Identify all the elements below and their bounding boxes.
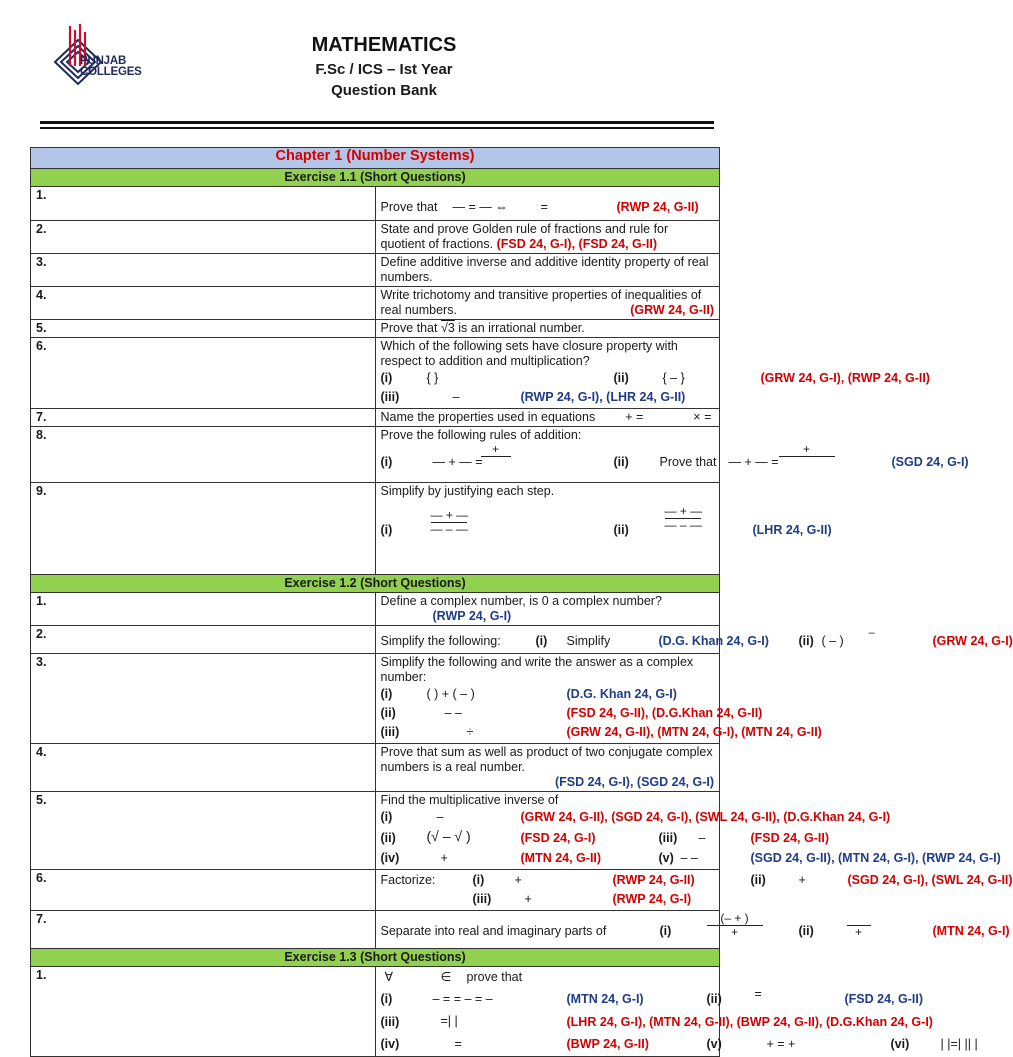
ii-exp: – [868, 627, 875, 639]
intro-b: ∈ [440, 970, 452, 984]
vi: (vi) [890, 1037, 910, 1051]
tag: (GRW 24, G-II) [630, 303, 714, 317]
num: 2. [31, 626, 376, 654]
text: Which of the following sets have closure property with respect to addition and multiplication? [380, 339, 678, 368]
exercise-heading: Exercise 1.1 (Short Questions) [31, 169, 720, 187]
math: — = — ⇔ [452, 200, 508, 214]
text: Name the properties used in equations [380, 410, 596, 424]
sqrt: √3 [440, 321, 455, 335]
m2: × = [693, 410, 712, 424]
ii: (ii) [798, 634, 814, 648]
text: Simplify by justifying each step. [380, 484, 555, 498]
exercise-heading: Exercise 1.2 (Short Questions) [31, 575, 720, 593]
question-row [31, 287, 720, 320]
iii-tag: (LHR 24, G-I), (MTN 24, G-II), (BWP 24, G-II), (D.G.Khan 24, G-I) [566, 1015, 933, 1029]
page-subtitle-2: Question Bank [331, 82, 437, 99]
logo-wordmark [80, 56, 142, 78]
chapter-heading: Chapter 1 (Number Systems) [31, 148, 720, 169]
i-text: Simplify [566, 634, 611, 648]
num: 9. [31, 483, 376, 575]
iv: (iv) [380, 851, 400, 865]
i-top: — + — [430, 508, 469, 522]
page-title: MATHEMATICS [311, 34, 457, 56]
question-row [31, 626, 720, 654]
num: 1. [31, 187, 376, 221]
num: 8. [31, 427, 376, 483]
i-top: + [491, 442, 499, 456]
iii: (iii) [658, 831, 678, 845]
math2: = [540, 200, 548, 214]
ii: (ii) [613, 523, 629, 537]
text: Simplify the following: [380, 634, 501, 648]
page-header [0, 0, 768, 130]
tag1: (D.G. Khan 24, G-I) [658, 634, 769, 648]
question-row [31, 870, 720, 911]
num: 3. [31, 654, 376, 744]
page-subtitle: F.Sc / ICS – Ist Year [315, 61, 453, 78]
i-tag: (GRW 24, G-II), (SGD 24, G-I), (SWL 24, G-II), (D.G.Khan 24, G-I) [520, 810, 891, 824]
ii-bot: + [854, 925, 862, 939]
i-tag: (RWP 24, G-II) [612, 873, 695, 887]
question-row [31, 911, 720, 949]
text: State and prove Golden rule of fractions and rule for quotient of fractions. [380, 222, 669, 251]
text: Define additive inverse and additive identity property of real numbers. [375, 254, 720, 287]
tag2: (FSD 24, G-II) [578, 237, 658, 251]
i-top: (– + ) [720, 911, 749, 925]
iii: (iii) [380, 390, 400, 404]
v: (v) [658, 851, 674, 865]
v-math: – – [680, 851, 698, 865]
vi-math: | |=| || | [940, 1037, 978, 1051]
ii-math: ( – ) [821, 634, 844, 648]
question-row [31, 338, 720, 409]
iii-math: – [698, 831, 706, 845]
ii: (ii) [613, 371, 629, 385]
ii-math: – – [444, 706, 462, 720]
i-math: + [514, 873, 522, 887]
v-tag: (SGD 24, G-II), (MTN 24, G-I), (RWP 24, G-I) [750, 851, 1001, 865]
text: Separate into real and imaginary parts of [380, 924, 607, 938]
num: 7. [31, 409, 376, 427]
iii-tag: (RWP 24, G-I) [612, 892, 692, 906]
ii: (ii) [380, 706, 396, 720]
ii: (ii) [380, 831, 396, 845]
v: (v) [706, 1037, 722, 1051]
num: 3. [31, 254, 376, 287]
i-math: { } [426, 371, 439, 385]
num: 6. [31, 338, 376, 409]
num: 1. [31, 593, 376, 626]
tag-a: (GRW 24, G-I), (RWP 24, G-II) [760, 371, 930, 385]
iii: (iii) [472, 892, 492, 906]
question-row [31, 654, 720, 744]
num: 1. [31, 967, 376, 1057]
tag: (MTN 24, G-I) [932, 924, 1010, 938]
iv-tag: (MTN 24, G-II) [520, 851, 602, 865]
ii-math: (√ – √ ) [426, 828, 471, 844]
iii-math: =| | [440, 1014, 458, 1028]
logo-text-1: PUNJAB [80, 55, 127, 67]
question-row [31, 967, 720, 1057]
text-b: is an irrational number. [458, 321, 585, 335]
i-tag: (MTN 24, G-I) [566, 992, 644, 1006]
ii-tag: (SGD 24, G-I), (SWL 24, G-II) [847, 873, 1013, 887]
header-rule-thin [40, 127, 714, 129]
iii: (iii) [380, 725, 400, 739]
num: 7. [31, 911, 376, 949]
tag: (SGD 24, G-I) [891, 455, 969, 469]
iii-tag: (GRW 24, G-II), (MTN 24, G-I), (MTN 24, G-II) [566, 725, 822, 739]
text: Simplify the following and write the answer as a complex number: [380, 655, 694, 684]
i: (i) [380, 523, 393, 537]
text: Prove the following rules of addition: [380, 428, 582, 442]
question-row [31, 427, 720, 483]
iv-tag: (BWP 24, G-II) [566, 1037, 649, 1051]
tag: (LHR 24, G-II) [752, 523, 832, 537]
num: 5. [31, 792, 376, 870]
num: 4. [31, 287, 376, 320]
ii-tag: (FSD 24, G-I) [520, 831, 596, 845]
question-row [31, 254, 720, 287]
text-a: Prove that [380, 321, 438, 335]
text: Define a complex number, is 0 a complex number? [380, 594, 662, 608]
m1: + = [625, 410, 644, 424]
ii: (ii) [750, 873, 766, 887]
iv: (iv) [380, 1037, 400, 1051]
intro-a: ∀ [384, 970, 394, 984]
ii-top: — + — [664, 504, 703, 518]
question-row [31, 744, 720, 792]
ii-text: Prove that [659, 455, 717, 469]
question-row [31, 792, 720, 870]
tag-b: (RWP 24, G-I), (LHR 24, G-II) [520, 390, 686, 404]
tag: (RWP 24, G-II) [616, 200, 699, 214]
question-row [31, 483, 720, 575]
i: (i) [472, 873, 485, 887]
ii-math: + [798, 873, 806, 887]
exercise-heading: Exercise 1.3 (Short Questions) [31, 949, 720, 967]
text: Write trichotomy and transitive properties of inequalities of real numbers. [380, 288, 702, 317]
text: Find the multiplicative inverse of [380, 793, 559, 807]
question-row [31, 593, 720, 626]
i: (i) [380, 371, 393, 385]
tag: (RWP 24, G-I) [432, 609, 512, 623]
ii-tag: (FSD 24, G-II) [844, 992, 923, 1006]
i-math: – = = – = – [432, 992, 493, 1006]
i-tag: (D.G. Khan 24, G-I) [566, 687, 677, 701]
tag1: (FSD 24, G-I), [496, 237, 576, 251]
logo-text-2: COLLEGES [80, 66, 142, 78]
iv-math: = [454, 1037, 462, 1051]
ii-top: + [802, 442, 810, 456]
iii-math: ÷ [466, 725, 474, 739]
iii-math: + [524, 892, 532, 906]
iii: (iii) [380, 1015, 400, 1029]
intro-c: prove that [466, 970, 523, 984]
ii-math: — + — = [728, 455, 779, 469]
iii-math: – [452, 390, 460, 404]
ii: (ii) [613, 455, 629, 469]
i-math: ( ) + ( – ) [426, 687, 475, 701]
text: Prove that [380, 200, 438, 214]
num: 2. [31, 221, 376, 254]
i-math: — + — = [432, 455, 483, 469]
i: (i) [380, 687, 393, 701]
header-rule-thick [40, 121, 714, 124]
num: 5. [31, 320, 376, 338]
ii: (ii) [706, 992, 722, 1006]
iii-tag: (FSD 24, G-II) [750, 831, 829, 845]
num: 4. [31, 744, 376, 792]
ii-math: = [754, 987, 762, 1001]
question-row [31, 221, 720, 254]
text: Factorize: [380, 873, 436, 887]
question-row [31, 187, 720, 221]
text: Prove that sum as well as product of two conjugate complex numbers is a real number. [380, 745, 713, 774]
num: 6. [31, 870, 376, 911]
question-bank-table [30, 147, 1013, 1057]
ii-bot: — – — [664, 518, 702, 532]
ii: (ii) [798, 924, 814, 938]
ii-tag: (FSD 24, G-II), (D.G.Khan 24, G-II) [566, 706, 763, 720]
i: (i) [380, 992, 393, 1006]
ii-math: { – } [662, 371, 685, 385]
i: (i) [380, 810, 393, 824]
i: (i) [380, 455, 393, 469]
i-bot: — – — [430, 522, 468, 536]
tag: (FSD 24, G-I), (SGD 24, G-I) [554, 775, 714, 789]
iv-math: + [440, 851, 448, 865]
question-row [31, 409, 720, 427]
i-math: – [436, 810, 444, 824]
tag2: (GRW 24, G-I) [932, 634, 1013, 648]
question-row [31, 320, 720, 338]
i: (i) [659, 924, 672, 938]
v-math: + = + [766, 1037, 796, 1051]
i: (i) [535, 634, 548, 648]
i-bot: + [730, 925, 738, 939]
